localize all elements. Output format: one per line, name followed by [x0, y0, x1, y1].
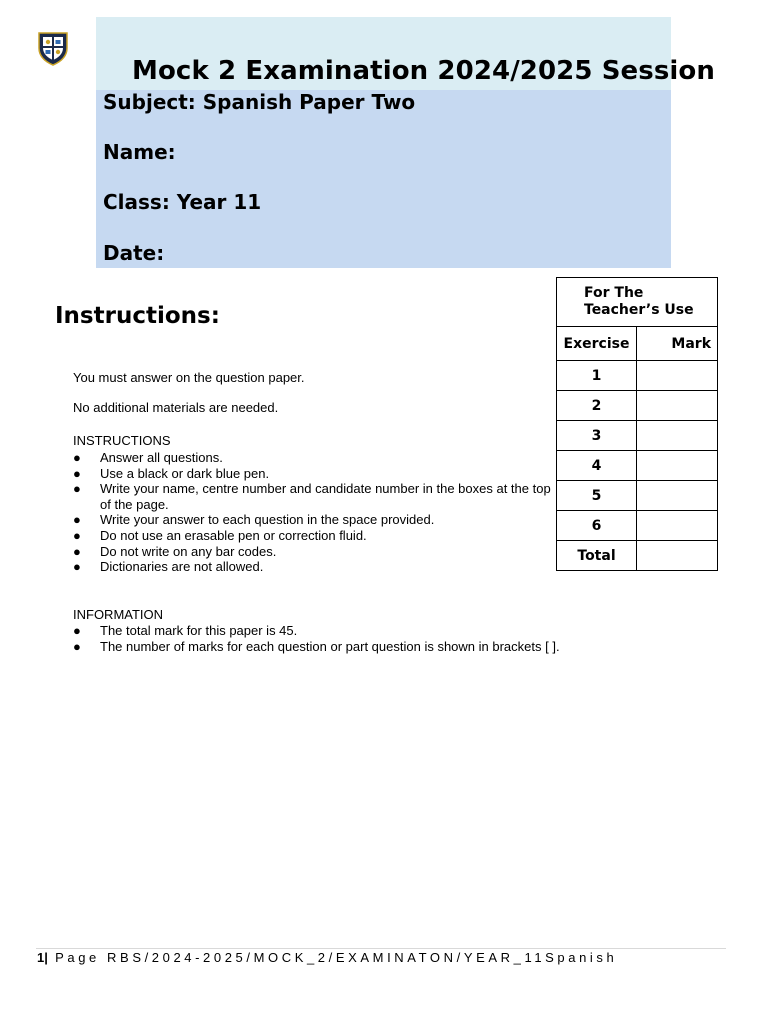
list-item: ● Answer all questions.: [73, 450, 223, 465]
exercise-number: 5: [557, 481, 637, 511]
instructions-label: INSTRUCTIONS: [73, 433, 171, 448]
table-row: [557, 481, 718, 511]
list-item: ● Write your name, centre number and candidate number in the boxes at the top of the page.: [73, 481, 551, 512]
table-row: [557, 391, 718, 421]
exercise-number: 6: [557, 511, 637, 541]
list-item: ● Write your answer to each question in the space provided.: [73, 512, 435, 528]
school-crest-logo: [36, 30, 70, 66]
table-row: [557, 451, 718, 481]
date-line: Date:: [103, 241, 165, 265]
mark-cell[interactable]: [637, 451, 718, 481]
instructions-heading: Instructions:: [55, 303, 220, 329]
bullet-icon: ●: [73, 512, 81, 528]
exercise-number: 3: [557, 421, 637, 451]
bullet-icon: ●: [73, 543, 81, 559]
exercise-number: 2: [557, 391, 637, 421]
list-item: ● The total mark for this paper is 45.: [73, 623, 298, 638]
mark-cell[interactable]: [637, 481, 718, 511]
name-line: Name:: [103, 140, 176, 164]
exercise-column-header: Exercise: [557, 327, 637, 361]
table-row: [557, 541, 718, 571]
table-row: [557, 421, 718, 451]
bullet-icon: ●: [73, 559, 81, 575]
list-item: ● Use a black or dark blue pen.: [73, 465, 270, 481]
intro-line-no-materials: No additional materials are needed.: [73, 400, 279, 415]
teacher-table-heading: For The Teacher’s Use: [557, 278, 718, 327]
mark-cell[interactable]: [637, 511, 718, 541]
footer-divider: [36, 948, 726, 949]
exercise-number: 1: [557, 361, 637, 391]
bullet-icon: ●: [73, 623, 81, 638]
footer-reference: Page RBS/2024-2025/MOCK_2/EXAMINATON/YEAR_11Spanish: [47, 950, 618, 965]
mark-column-header: Mark: [637, 327, 718, 361]
teacher-marks-table: [556, 277, 718, 571]
exam-title: Mock 2 Examination 2024/2025 Session: [132, 56, 716, 86]
bullet-icon: ●: [73, 527, 81, 543]
bullet-icon: ●: [73, 450, 81, 465]
table-row: [557, 511, 718, 541]
list-item: ● Do not write on any bar codes.: [73, 543, 277, 559]
instructions-list: [73, 450, 560, 575]
class-line: Class: Year 11: [103, 190, 262, 214]
list-item: ● Do not use an erasable pen or correction fluid.: [73, 527, 367, 543]
information-list: [73, 623, 620, 654]
table-row: [557, 361, 718, 391]
page-number: 1: [37, 950, 45, 965]
footer-separator: |: [44, 950, 48, 965]
list-item: ● Dictionaries are not allowed.: [73, 559, 264, 575]
mark-cell[interactable]: [637, 391, 718, 421]
information-label: INFORMATION: [73, 607, 164, 622]
total-mark-cell[interactable]: [637, 541, 718, 571]
total-label: Total: [557, 541, 637, 571]
intro-line-answer-on-paper: You must answer on the question paper.: [73, 370, 305, 385]
exercise-number: 4: [557, 451, 637, 481]
mark-cell[interactable]: [637, 361, 718, 391]
bullet-icon: ●: [73, 481, 81, 497]
bullet-icon: ●: [73, 465, 81, 481]
page-footer: [37, 950, 617, 965]
mark-cell[interactable]: [637, 421, 718, 451]
subject-line: Subject: Spanish Paper Two: [103, 90, 416, 114]
list-item: ● The number of marks for each question or part question is shown in brackets [ ].: [73, 638, 560, 654]
header-details-band: [96, 90, 671, 268]
bullet-icon: ●: [73, 638, 81, 654]
